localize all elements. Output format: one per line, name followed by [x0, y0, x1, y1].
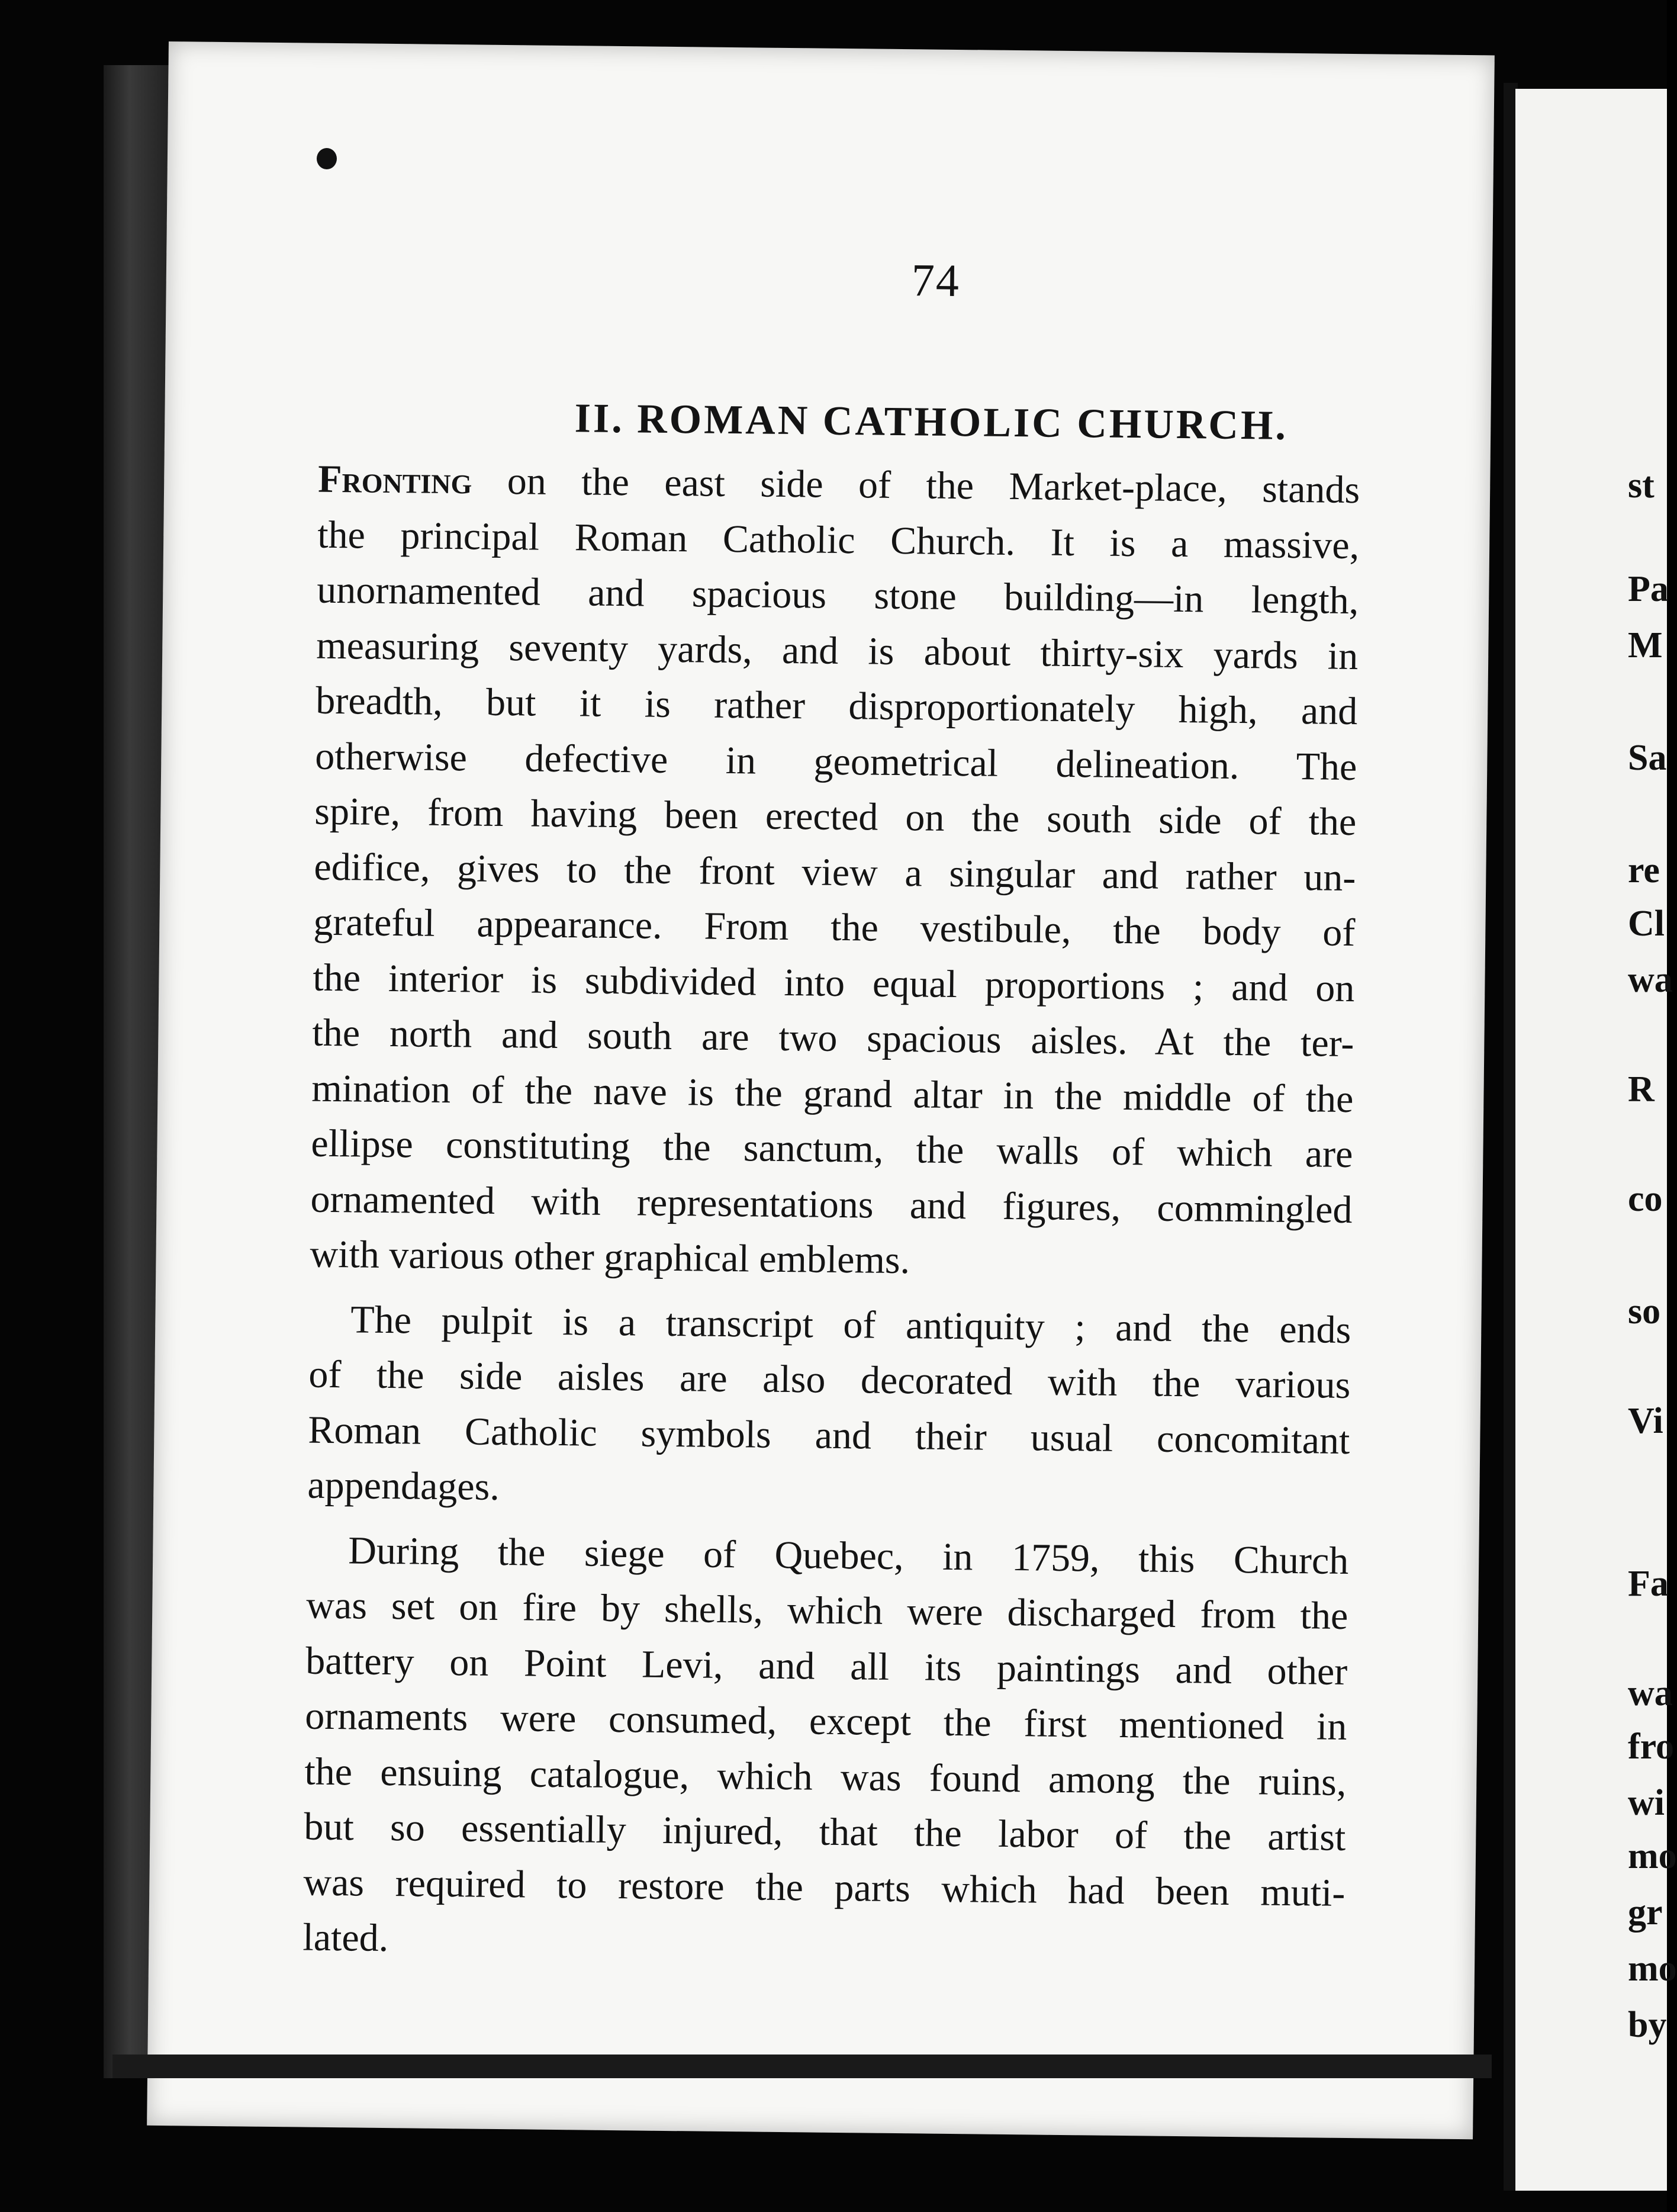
- text-line: ornaments were consumed, except the first mentioned in: [305, 1694, 1347, 1748]
- fragment-text: Fa: [1628, 1564, 1669, 1604]
- text-line: The pulpit is a transcript of antiquity ; and the ends: [350, 1297, 1351, 1352]
- text-line: but so essentially injured, that the labor of the artist: [304, 1805, 1346, 1859]
- text-line: the ensuing catalogue, which was found among the ruins,: [304, 1750, 1347, 1804]
- lead-word: Fronting: [317, 457, 472, 503]
- fragment-text: st: [1628, 465, 1655, 506]
- text-line: ellipse constituting the sanctum, the walls of which are: [311, 1121, 1353, 1176]
- fragment-text: R: [1628, 1069, 1655, 1110]
- fragment-text: wa: [1628, 960, 1673, 1000]
- facing-page-text-fragments: [1628, 0, 1677, 2212]
- page-content: [147, 41, 1495, 2139]
- fragment-text: fro: [1628, 1726, 1675, 1767]
- text-line-rest: on the east side of the Market-place, stands: [507, 459, 1360, 512]
- text-line: breadth, but it is rather disproportionately high, and: [315, 679, 1358, 734]
- text-line: of the side aisles are also decorated with the various: [308, 1352, 1351, 1407]
- text-line: edifice, gives to the front view a singular and rather un-: [314, 845, 1356, 899]
- text-line: battery on Point Levi, and all its paintings and other: [305, 1639, 1348, 1693]
- text-line: spire, from having been erected on the south side of the: [314, 789, 1357, 844]
- fragment-text: co: [1628, 1179, 1663, 1219]
- text-line: unornamented and spacious stone building—in length,: [316, 568, 1359, 623]
- fragment-text: Sa: [1628, 738, 1667, 778]
- fragment-text: wa: [1628, 1673, 1673, 1713]
- page-number: 74: [911, 254, 961, 307]
- text-line: During the siege of Quebec, in 1759, this Church: [347, 1528, 1349, 1583]
- text-line: with various other graphical emblems.: [310, 1232, 910, 1282]
- fragment-text: M: [1628, 625, 1663, 665]
- text-line: grateful appearance. From the vestibule, the body of: [313, 900, 1356, 955]
- fragment-text: mo: [1628, 1949, 1677, 1989]
- body-text: [302, 452, 1360, 1976]
- fragment-text: gr: [1628, 1892, 1663, 1933]
- fragment-text: Pa: [1628, 569, 1669, 609]
- fragment-text: so: [1628, 1291, 1661, 1332]
- text-line: lated.: [302, 1915, 389, 1960]
- text-line: the principal Roman Catholic Church. It is a massive,: [317, 513, 1360, 567]
- text-line: mination of the nave is the grand altar in the middle of the: [311, 1066, 1354, 1121]
- text-line: the north and south are two spacious aisles. At the ter-: [312, 1011, 1354, 1066]
- text-line: measuring seventy yards, and is about thirty-six yards in: [316, 623, 1359, 678]
- text-line: was set on fire by shells, which were discharged from the: [305, 1583, 1348, 1638]
- fragment-text: mo: [1628, 1836, 1677, 1876]
- text-line: the interior is subdivided into equal proportions ; and on: [313, 956, 1355, 1010]
- section-heading: II. ROMAN CATHOLIC CHURCH.: [574, 396, 1289, 449]
- fragment-text: Cl: [1628, 904, 1665, 944]
- text-line: [318, 452, 1360, 518]
- text-line: Roman Catholic symbols and their usual concomitant: [308, 1408, 1350, 1462]
- text-line: ornamented with representations and figures, commingled: [310, 1177, 1353, 1232]
- fragment-text: Vi: [1628, 1401, 1663, 1441]
- fragment-text: by: [1628, 2005, 1667, 2045]
- text-line: otherwise defective in geometrical delineation. The: [314, 734, 1357, 789]
- book-page: [147, 41, 1495, 2139]
- fragment-text: wi: [1628, 1783, 1665, 1823]
- fragment-text: re: [1628, 850, 1660, 890]
- text-line: was required to restore the parts which had been muti-: [303, 1860, 1346, 1915]
- page-bottom-edge: [112, 2055, 1492, 2078]
- ink-dot-mark: [317, 148, 337, 169]
- text-line: appendages.: [307, 1463, 500, 1509]
